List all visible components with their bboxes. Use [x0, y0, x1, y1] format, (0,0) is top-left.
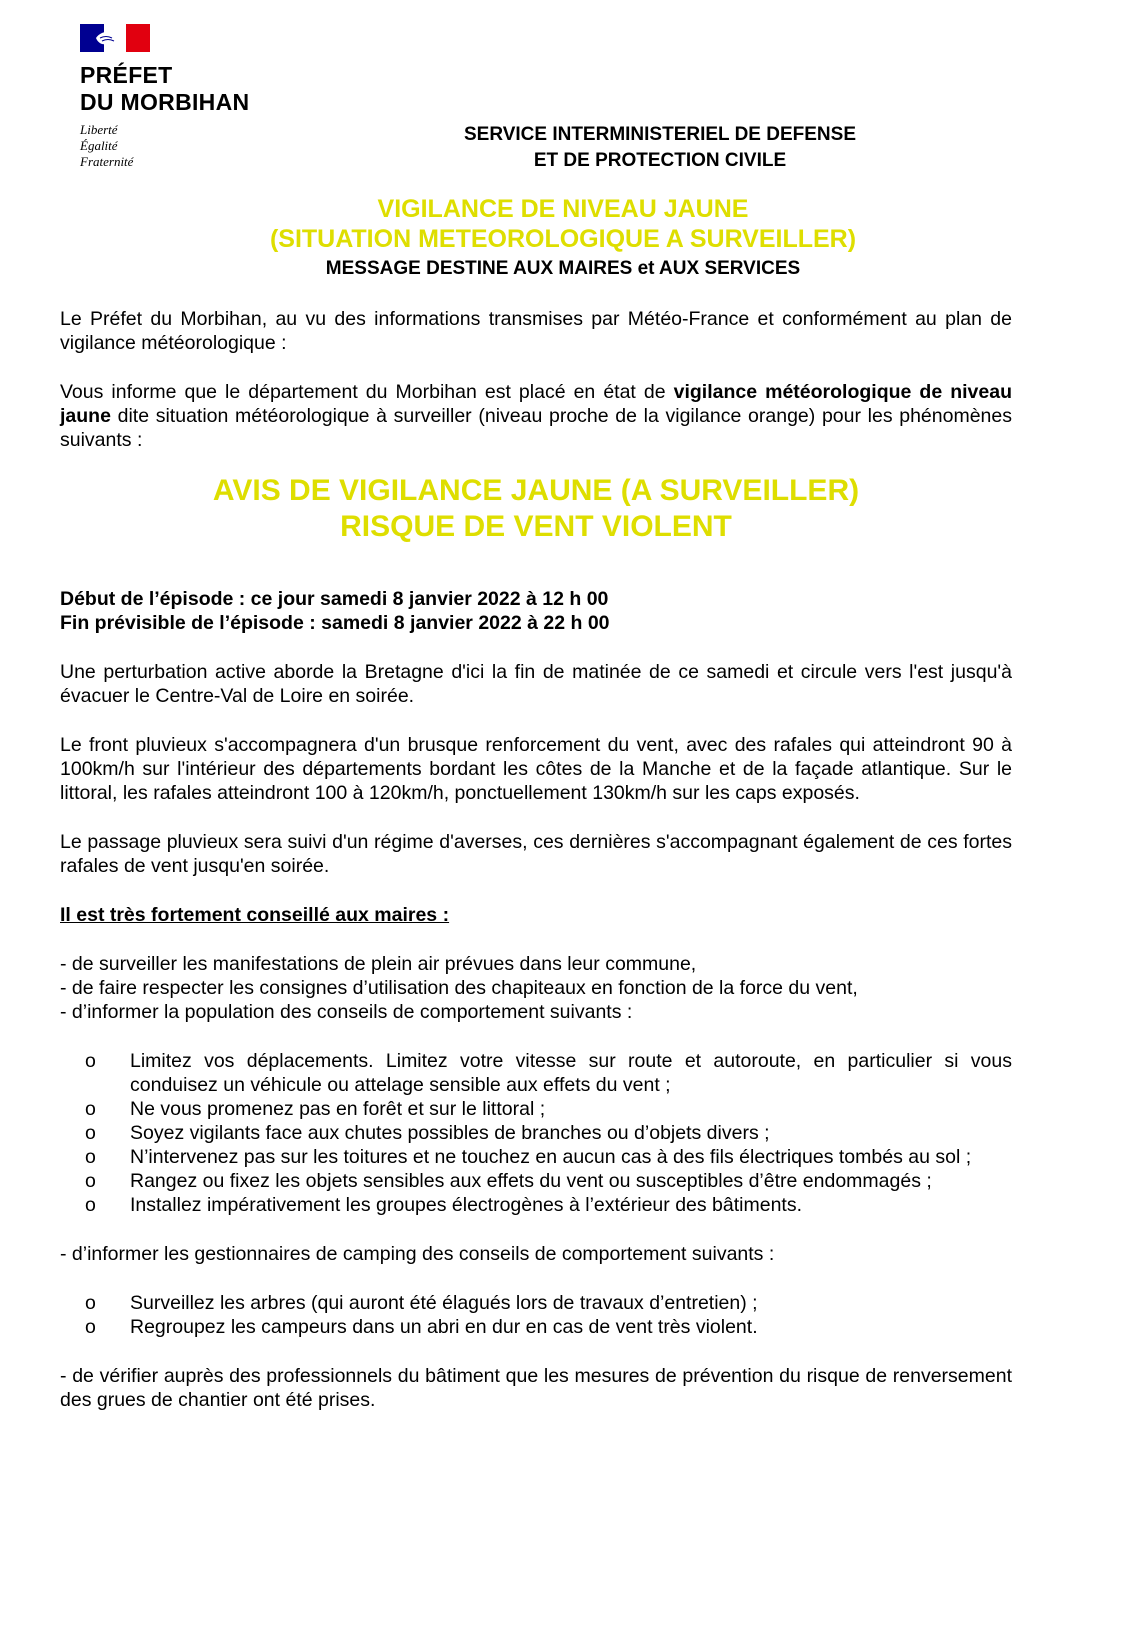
bullet-circle-icon: o — [85, 1316, 96, 1338]
camping-intro: - d’informer les gestionnaires de camping des conseils de comportement suivants : — [60, 1243, 775, 1265]
service-line-2: ET DE PROTECTION CIVILE — [533, 150, 787, 171]
population-advice-list — [60, 1049, 1012, 1217]
episode-end: Fin prévisible de l’épisode : samedi 8 janvier 2022 à 22 h 00 — [60, 612, 610, 634]
bullet-circle-icon: o — [85, 1194, 96, 1216]
bullet-circle-icon: o — [85, 1292, 96, 1314]
logo-department: DU MORBIHAN — [80, 89, 250, 115]
inform-text-bold: vigilance météorologique de niveau jaune — [60, 381, 1012, 427]
motto-egalite: Égalité — [80, 138, 118, 153]
camping-advice-list — [60, 1291, 1012, 1339]
list-item — [60, 1121, 1012, 1145]
list-item — [60, 1145, 1012, 1169]
list-item-text: Regroupez les campeurs dans un abri en dur en cas de vent très violent. — [130, 1316, 758, 1338]
service-header — [380, 122, 940, 174]
list-item-text: Limitez vos déplacements. Limitez votre vitesse sur route et autoroute, en particulier si vous conduisez un véhicule ou attelage sensible aux effets du vent ; — [130, 1050, 1012, 1096]
forecast-paragraph-3: Le passage pluvieux sera suivi d'un régime d'averses, ces dernières s'accompagnant également de ces fortes rafales de vent jusqu'en soirée. — [60, 831, 1012, 877]
final-paragraph: - de vérifier auprès des professionnels du bâtiment que les mesures de prévention du risque de renversement des grues de chantier ont été prises. — [60, 1365, 1012, 1411]
mayor-action-2: - de faire respecter les consignes d’utilisation des chapiteaux en fonction de la force du vent, — [60, 977, 858, 999]
document-body — [60, 307, 1012, 1412]
motto-fraternite: Fraternité — [80, 154, 134, 169]
inform-text-after: dite situation météorologique à surveiller (niveau proche de la vigilance orange) pour les phénomènes suivants : — [60, 405, 1012, 451]
list-item-text: Soyez vigilants face aux chutes possibles de branches ou d’objets divers ; — [130, 1122, 770, 1144]
list-item-text: Rangez ou fixez les objets sensibles aux effets du vent ou susceptibles d’être endommagés ; — [130, 1170, 932, 1192]
list-item — [60, 1097, 1012, 1121]
marianne-flag-icon — [80, 24, 150, 52]
bullet-circle-icon: o — [85, 1170, 96, 1192]
list-item-text: Ne vous promenez pas en forêt et sur le littoral ; — [130, 1098, 546, 1120]
bullet-circle-icon: o — [85, 1050, 96, 1072]
list-item — [60, 1291, 1012, 1315]
title-line-1: VIGILANCE DE NIVEAU JAUNE — [377, 195, 749, 223]
inform-text-before: Vous informe que le département du Morbihan est placé en état de — [60, 381, 674, 403]
list-item-text: Installez impérativement les groupes électrogènes à l’extérieur des bâtiments. — [130, 1194, 803, 1216]
list-item-text: Surveillez les arbres (qui auront été élagués lors de travaux d’entretien) ; — [130, 1292, 758, 1314]
list-item — [60, 1193, 1012, 1217]
republic-motto — [80, 122, 300, 170]
episode-start: Début de l’épisode : ce jour samedi 8 janvier 2022 à 12 h 00 — [60, 588, 609, 610]
list-item — [60, 1169, 1012, 1193]
forecast-paragraph-2: Le front pluvieux s'accompagnera d'un brusque renforcement du vent, avec des rafales qui atteindront 90 à 100km/h sur l'intérieur des départements bordant les côtes de la Manche et de la façade atlantique. Sur le littoral, les rafales atteindront 100 à 120km/h, ponctuellement 130km/h sur les caps exposés. — [60, 734, 1012, 804]
avis-line-2: RISQUE DE VENT VIOLENT — [340, 510, 732, 543]
bullet-circle-icon: o — [85, 1098, 96, 1120]
mayor-action-3: - d’informer la population des conseils de comportement suivants : — [60, 1001, 633, 1023]
vigilance-title — [80, 194, 1046, 282]
bullet-circle-icon: o — [85, 1122, 96, 1144]
avis-line-1: AVIS DE VIGILANCE JAUNE (A SURVEILLER) — [212, 474, 860, 507]
service-line-1: SERVICE INTERMINISTERIEL DE DEFENSE — [463, 124, 857, 145]
prefecture-logo — [80, 24, 300, 170]
list-item-text: N’intervenez pas sur les toitures et ne touchez en aucun cas à des fils électriques tombés au sol ; — [130, 1146, 972, 1168]
forecast-paragraph-1: Une perturbation active aborde la Bretagne d'ici la fin de matinée de ce samedi et circule vers l'est jusqu'à évacuer le Centre-Val de Loire en soirée. — [60, 661, 1012, 707]
advice-heading: Il est très fortement conseillé aux maires : — [60, 904, 450, 926]
list-item — [60, 1049, 1012, 1097]
intro-paragraph: Le Préfet du Morbihan, au vu des informations transmises par Météo-France et conformément au plan de vigilance météorologique : — [60, 308, 1012, 354]
bullet-circle-icon: o — [85, 1146, 96, 1168]
inform-paragraph — [60, 380, 1012, 452]
mayor-action-1: - de surveiller les manifestations de plein air prévues dans leur commune, — [60, 953, 697, 975]
title-line-2: (SITUATION METEOROLOGIQUE A SURVEILLER) — [269, 225, 857, 253]
motto-liberte: Liberté — [80, 122, 118, 137]
avis-heading — [60, 473, 1012, 545]
logo-institution: PRÉFET — [80, 62, 173, 88]
list-item — [60, 1315, 1012, 1339]
message-subtitle: MESSAGE DESTINE AUX MAIRES et AUX SERVICES — [325, 258, 801, 279]
